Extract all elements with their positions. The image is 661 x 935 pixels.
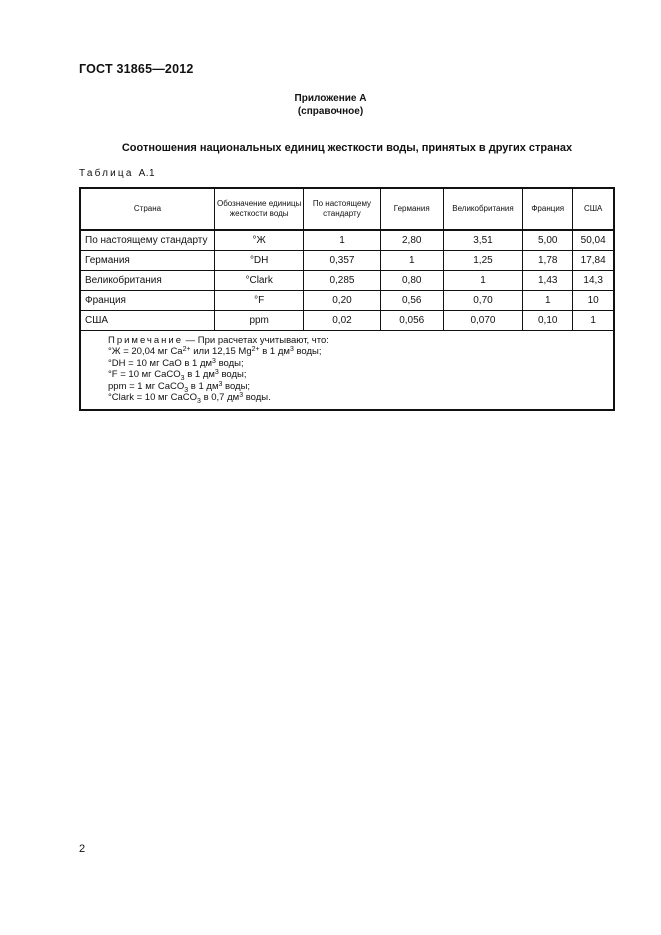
note-text: °Clark = 10 мг CaCO xyxy=(108,392,198,404)
table-header-row xyxy=(80,188,614,230)
note-text: °F = 10 мг CaCO xyxy=(108,369,181,381)
country-cell: Франция xyxy=(80,291,215,311)
table-cell: 1 xyxy=(443,271,522,291)
note-label: Примечание xyxy=(108,335,183,346)
table-caption xyxy=(79,168,155,179)
table-row xyxy=(80,230,614,251)
superscript: 2+ xyxy=(251,346,260,354)
header-cell: США xyxy=(573,188,614,230)
country-cell: Великобритания xyxy=(80,271,215,291)
note-text: в 1 дм xyxy=(259,346,290,358)
table-cell: 1,43 xyxy=(523,271,573,291)
table-cell: 0,285 xyxy=(304,271,380,291)
country-cell: США xyxy=(80,311,215,331)
annex-heading xyxy=(0,92,661,118)
table-cell: 0,10 xyxy=(523,311,573,331)
hardness-conversion-table xyxy=(79,187,615,411)
subscript: 3 xyxy=(197,398,201,406)
table-row xyxy=(80,291,614,311)
annex-subtitle: (справочное) xyxy=(297,106,364,117)
table-cell: 0,80 xyxy=(380,271,443,291)
table-cell: 1 xyxy=(523,291,573,311)
note-line xyxy=(108,358,607,369)
superscript: 3 xyxy=(218,380,223,388)
table-cell: 5,00 xyxy=(523,230,573,251)
note-text: воды. xyxy=(243,392,271,404)
header-cell: Обозначение единицы жесткости воды xyxy=(215,188,304,230)
unit-cell: °Clark xyxy=(215,271,304,291)
table-cell: 0,70 xyxy=(443,291,522,311)
table-cell: 14,3 xyxy=(573,271,614,291)
country-cell: Германия xyxy=(80,251,215,271)
unit-cell: ppm xyxy=(215,311,304,331)
note-text: в 0,7 дм xyxy=(200,392,240,404)
note-text: ppm = 1 мг CaCO xyxy=(108,380,185,392)
unit-cell: °DH xyxy=(215,251,304,271)
unit-cell: °Ж xyxy=(215,230,304,251)
note-text: °DH = 10 мг CaO в 1 дм xyxy=(108,357,213,369)
table-cell: 2,80 xyxy=(380,230,443,251)
subscript: 3 xyxy=(180,375,185,383)
table-cell: 17,84 xyxy=(573,251,614,271)
table-cell: 0,02 xyxy=(304,311,380,331)
table-cell: 10 xyxy=(573,291,614,311)
header-cell: По настоящему стандарту xyxy=(304,188,380,230)
table-caption-word: Таблица xyxy=(79,168,134,179)
table-note xyxy=(80,331,614,411)
header-cell: Германия xyxy=(380,188,443,230)
superscript: 3 xyxy=(289,346,294,354)
note-text: или 12,15 Mg xyxy=(190,346,252,358)
table-cell: 0,070 xyxy=(443,311,522,331)
note-text: воды; xyxy=(293,346,322,358)
note-text: воды; xyxy=(218,369,247,381)
note-text: воды; xyxy=(222,380,251,392)
note-intro-text: — При расчетах учитывают, что: xyxy=(183,335,329,346)
subscript: 3 xyxy=(184,386,189,394)
section-title: Соотношения национальных единиц жесткости воды, принятых в других странах xyxy=(121,142,573,154)
note-text: °Ж = 20,04 мг Ca xyxy=(108,346,183,358)
superscript: 3 xyxy=(239,392,244,400)
standard-number: ГОСТ 31865—2012 xyxy=(79,62,194,76)
table-cell: 1,25 xyxy=(443,251,522,271)
note-line xyxy=(108,369,607,383)
page-number: 2 xyxy=(79,843,86,855)
table-row xyxy=(80,271,614,291)
table-row xyxy=(80,311,614,331)
table-cell: 0,20 xyxy=(304,291,380,311)
note-line xyxy=(108,346,607,357)
table-cell: 0,056 xyxy=(380,311,443,331)
table-cell: 0,56 xyxy=(380,291,443,311)
note-intro xyxy=(108,335,607,346)
header-cell: Франция xyxy=(523,188,573,230)
country-cell: По настоящему стандарту xyxy=(80,230,215,251)
note-text: воды; xyxy=(215,357,244,369)
superscript: 2+ xyxy=(182,346,191,354)
note-text: в 1 дм xyxy=(188,380,219,392)
table-cell: 1,78 xyxy=(523,251,573,271)
unit-cell: °F xyxy=(215,291,304,311)
table-cell: 0,357 xyxy=(304,251,380,271)
header-cell: Великобритания xyxy=(443,188,522,230)
note-text: в 1 дм xyxy=(184,369,215,381)
note-line xyxy=(108,392,607,406)
note-line xyxy=(108,381,607,392)
header-cell: Страна xyxy=(80,188,215,230)
table-caption-number: А.1 xyxy=(138,168,156,179)
annex-title: Приложение А xyxy=(294,93,367,104)
table-cell: 1 xyxy=(573,311,614,331)
table-note-row xyxy=(80,331,614,411)
superscript: 3 xyxy=(212,357,216,365)
superscript: 3 xyxy=(214,369,219,377)
table-cell: 1 xyxy=(380,251,443,271)
table-cell: 1 xyxy=(304,230,380,251)
table-cell: 50,04 xyxy=(573,230,614,251)
table-row xyxy=(80,251,614,271)
table-cell: 3,51 xyxy=(443,230,522,251)
